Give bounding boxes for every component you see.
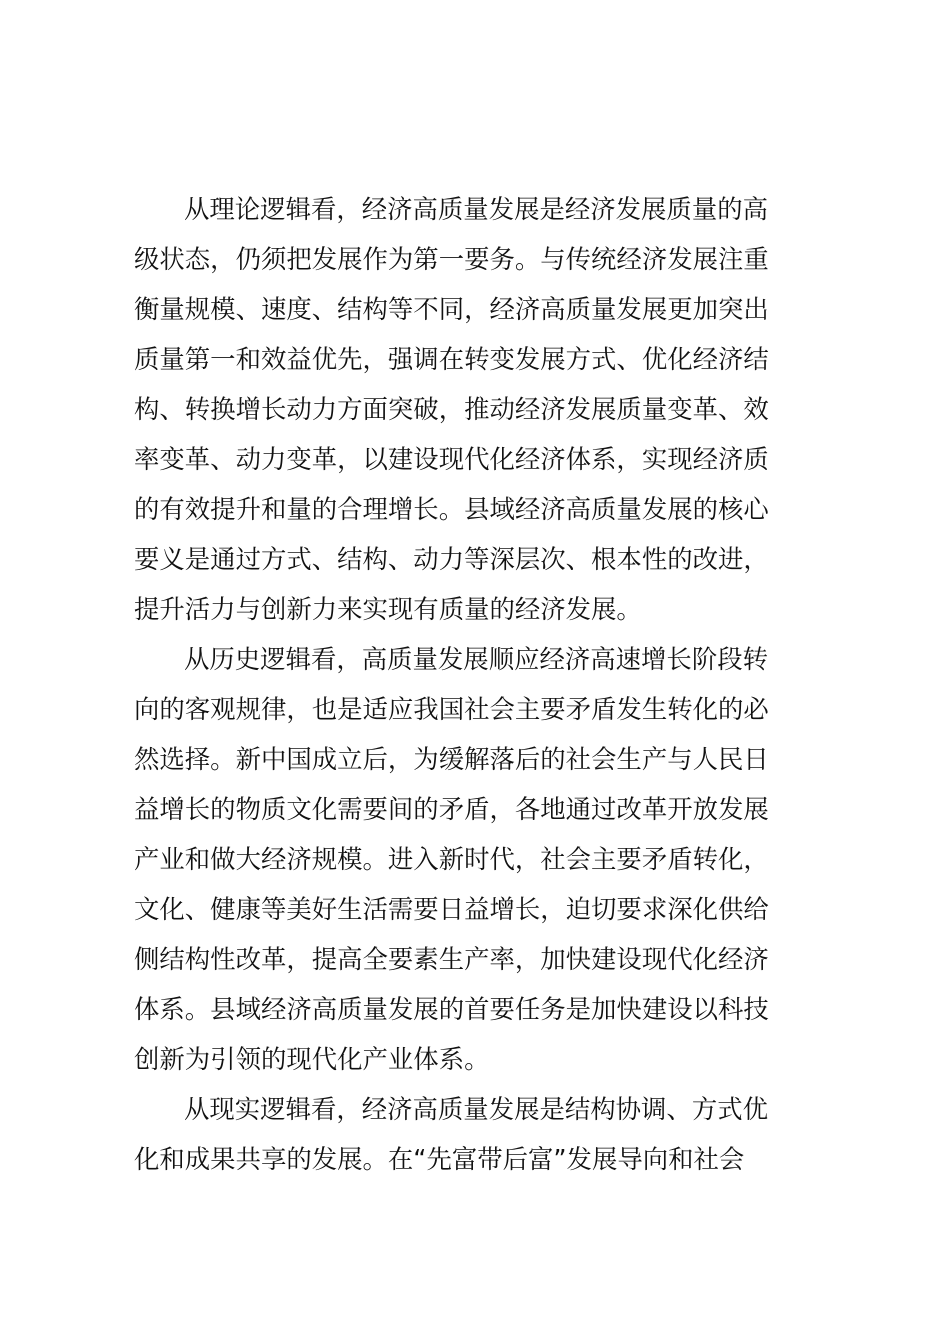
paragraph-1-line-4: 质量第一和效益优先，强调在转变发展方式、优化经济结 [134, 344, 769, 374]
paragraph-1-line-9: 提升活力与创新力来实现有质量的经济发展。 [134, 594, 642, 624]
paragraph-2-line-8: 体系。县域经济高质量发展的首要任务是加快建设以科技 [134, 994, 769, 1024]
paragraph-1-line-5: 构、转换增长动力方面突破，推动经济发展质量变革、效 [134, 394, 769, 424]
paragraph-2-line-9: 创新为引领的现代化产业体系。 [134, 1044, 490, 1074]
paragraph-2-line-1: 从历史逻辑看，高质量发展顺应经济高速增长阶段转 [184, 644, 768, 674]
paragraph-1-line-3: 衡量规模、速度、结构等不同，经济高质量发展更加突出 [134, 294, 769, 324]
paragraph-2-line-6: 文化、健康等美好生活需要日益增长，迫切要求深化供给 [134, 894, 769, 924]
paragraph-2-line-4: 益增长的物质文化需要间的矛盾，各地通过改革开放发展 [134, 794, 769, 824]
paragraph-1-line-8: 要义是通过方式、结构、动力等深层次、根本性的改进， [134, 544, 769, 574]
paragraph-2-line-3: 然选择。新中国成立后，为缓解落后的社会生产与人民日 [134, 744, 769, 774]
paragraph-1-line-1: 从理论逻辑看，经济高质量发展是经济发展质量的高 [184, 194, 768, 224]
paragraph-2-line-7: 侧结构性改革，提高全要素生产率，加快建设现代化经济 [134, 944, 769, 974]
paragraph-3-line-2: 化和成果共享的发展。在“先富带后富”发展导向和社会 [134, 1144, 745, 1174]
paragraph-1-line-2: 级状态，仍须把发展作为第一要务。与传统经济发展注重 [134, 244, 769, 274]
paragraph-1-line-7: 的有效提升和量的合理增长。县域经济高质量发展的核心 [134, 494, 769, 524]
paragraph-2-line-2: 向的客观规律，也是适应我国社会主要矛盾发生转化的必 [134, 694, 769, 724]
paragraph-2-line-5: 产业和做大经济规模。进入新时代，社会主要矛盾转化， [134, 844, 769, 874]
paragraph-1-line-6: 率变革、动力变革，以建设现代化经济体系，实现经济质 [134, 444, 769, 474]
paragraph-3-line-1: 从现实逻辑看，经济高质量发展是结构协调、方式优 [184, 1094, 768, 1124]
